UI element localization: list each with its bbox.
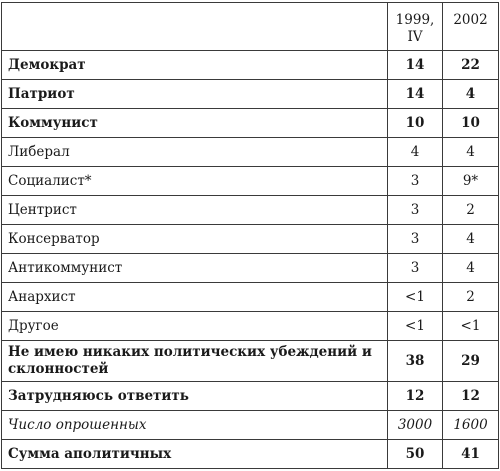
table-row: [2, 440, 499, 469]
table-row: [2, 312, 499, 341]
table-row: [2, 283, 499, 312]
row-label: Сумма аполитичных: [2, 440, 388, 469]
table-row: [2, 109, 499, 138]
value-2002: <1: [443, 312, 499, 341]
table-row: [2, 411, 499, 440]
value-1999: 3: [388, 167, 443, 196]
table-row: [2, 80, 499, 109]
value-1999: 3: [388, 196, 443, 225]
value-2002: 2: [443, 283, 499, 312]
value-1999: 4: [388, 138, 443, 167]
value-1999: 14: [388, 80, 443, 109]
value-2002: 41: [443, 440, 499, 469]
value-1999: 3: [388, 225, 443, 254]
value-2002: 4: [443, 254, 499, 283]
value-2002: 10: [443, 109, 499, 138]
row-label: Демократ: [2, 51, 388, 80]
row-label: Антикоммунист: [2, 254, 388, 283]
value-2002: 9*: [443, 167, 499, 196]
table-row: [2, 196, 499, 225]
table-row: [2, 225, 499, 254]
row-label: Другое: [2, 312, 388, 341]
value-1999: 12: [388, 382, 443, 411]
value-2002: 4: [443, 138, 499, 167]
table-row: [2, 167, 499, 196]
value-2002: 2: [443, 196, 499, 225]
value-2002: 29: [443, 341, 499, 382]
value-1999: 10: [388, 109, 443, 138]
header-row: [2, 3, 499, 51]
header-2002-text: 2002: [453, 12, 488, 28]
value-2002: 22: [443, 51, 499, 80]
row-label: Коммунист: [2, 109, 388, 138]
value-1999: <1: [388, 283, 443, 312]
row-label: Анархист: [2, 283, 388, 312]
political-views-table: [1, 2, 499, 469]
value-2002: 1600: [443, 411, 499, 440]
value-2002: 4: [443, 80, 499, 109]
value-2002: 4: [443, 225, 499, 254]
table-row: [2, 254, 499, 283]
row-label: Число опрошенных: [2, 411, 388, 440]
value-1999: 50: [388, 440, 443, 469]
row-label: Патриот: [2, 80, 388, 109]
row-label: Консерватор: [2, 225, 388, 254]
row-label: Социалист*: [2, 167, 388, 196]
table-row: [2, 382, 499, 411]
table-row: [2, 341, 499, 382]
header-cell-label: [2, 3, 388, 51]
value-1999: 14: [388, 51, 443, 80]
header-cell-1999: [388, 3, 443, 51]
row-label: Либерал: [2, 138, 388, 167]
value-1999: 3000: [388, 411, 443, 440]
row-label: Затрудняюсь ответить: [2, 382, 388, 411]
header-cell-2002: [443, 3, 499, 51]
value-2002: 12: [443, 382, 499, 411]
table-row: [2, 51, 499, 80]
row-label: Не имею никаких политических убеждений и склонностей: [2, 341, 388, 382]
row-label: Центрист: [2, 196, 388, 225]
table-row: [2, 138, 499, 167]
header-1999-text: 1999, IV: [395, 12, 435, 45]
value-1999: 3: [388, 254, 443, 283]
value-1999: <1: [388, 312, 443, 341]
value-1999: 38: [388, 341, 443, 382]
